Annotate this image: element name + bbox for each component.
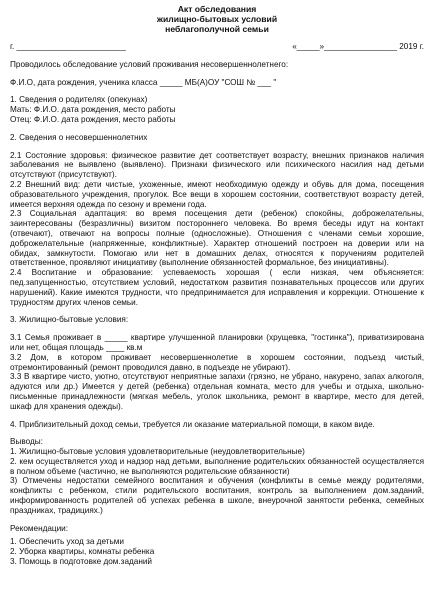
recommendation-item: 1. Обеспечить уход за детьми xyxy=(10,537,124,547)
section3-heading: 3. Жилищно-бытовые условия: xyxy=(10,315,129,325)
date-field: «_____»________________ 2019 г. xyxy=(292,42,424,51)
apartment-condition-paragraph: 3.3 В квартире чисто, уютно, отсутствуют неприятные запахи (грязно, не убрано, накурено, запах алкоголя, адуются или др.) Имеется у детей (ребенка) отдельная комната, место для учебы и отдыха, школьно-письменные принадлежности (мягкая мебель, уголок школьника, ремонт в квартире, место для детей, шкаф для хранения одежды). xyxy=(10,372,424,411)
father-info: Отец: Ф.И.О. дата рождения, место работы xyxy=(10,114,176,124)
conclusion-item: 1. Жилищно-бытовые условия удовлетворительные (неудовлетворительные) xyxy=(10,447,305,457)
section1-heading: 1. Сведения о родителях (опекунах) xyxy=(10,95,148,105)
apartment-paragraph: 3.1 Семья проживает в _____ квартире улучшенной планировки (хрущевка, "гостинка"), приватизирована или нет, общая площадь ____ кв.м xyxy=(10,333,424,352)
intro-line2: Ф.И.О, дата рождения, ученика класса _____ МБ(А)ОУ "СОШ № ___ " xyxy=(10,77,277,87)
place-date-row xyxy=(10,42,424,52)
recommendations-heading: Рекомендации: xyxy=(10,523,69,533)
building-paragraph: 3.2 Дом, в котором проживает несовершеннолетие в хорошем состоянии, подъезд чистый, отремонтированный (ремонт проводился давно, в подъезде не убирают). xyxy=(10,352,424,372)
conclusion-item: 2. кем осуществляется уход и надзор над детьми, выполнение родительских обязанностей осуществляется в полном объеме (частично, не выполняются родительские обязанности) xyxy=(10,456,424,476)
document-title-line2: жилищно-бытовых условий xyxy=(156,14,278,24)
place-field: г. ________________________ xyxy=(10,42,126,51)
recommendation-item: 3. Помощь в подготовке дом.заданий xyxy=(10,557,152,567)
recommendation-item: 2. Уборка квартиры, комнаты ребенка xyxy=(10,547,155,557)
section2-heading: 2. Сведения о несовершеннолетних xyxy=(10,132,148,142)
appearance-paragraph: 2.2 Внешний вид: дети чистые, ухоженные, имеют необходимую одежду и обувь для дома, посещения образовательного учреждения, прогулок. Все вещи в хорошем состоянии, соответствуют возрасту детей, имеется верхняя одежда по сезону и времени года. xyxy=(10,179,424,209)
mother-info: Мать: Ф.И.О. дата рождения, место работы xyxy=(10,105,176,115)
income-paragraph: 4. Приблизительный доход семьи, требуется ли оказание материальной помощи, в каком виде. xyxy=(10,419,375,429)
education-paragraph: 2.4 Воспитание и образование: успеваемость хорошая ( если низкая, чем объясняется: пед.запущенностью, отсутствием условий, недостатком развития познавательных процессов или других нарушений). Какие имеются трудности, что предпринимается для исправления и коррекции. Отношение к трудностям других членов семьи. xyxy=(10,268,424,307)
intro-line1: Проводилось обследование условий проживания несовершеннолетнего: xyxy=(10,59,289,69)
document-title-line1: Акт обследования xyxy=(177,4,257,14)
conclusion-item: 3) Отмечены недостатки семейного воспитания и обучения (конфликты в семье между родителями, конфликты с ребенком, стили родительского воспитания, контроль за выполнением дом.заданий, информированность родителей об успехах ребенка в школе, внеурочной занятости ребенка, семейных праздниках, традициях.) xyxy=(10,476,424,515)
health-paragraph: 2.1 Состояние здоровья: физическое развитие дет соответствует возрасту, внешних признаков наличия заболевания не выявлено (выявлено). Признаки физического или психического насилия над детьми отсутствуют (присутствуют). xyxy=(10,150,424,180)
social-adaptation-paragraph: 2.3 Социальная адаптация: во время посещения дети (ребенок) спокойны, доброжелательны, заинтересованы (безразличны) визитом постороннего человека. Во время беседы идут на контакт (отвечают), отвечают на вопросы полные (односложные). Отношения с членами семьи хорошие, доброжелательные (напряженные, конфликтные). Характер отношений построен на доверии или на обидах, замкнутости. Помогаю или нет в домашних делах, относятся к поручениям родителей ответственное, проявляют инициативу (выполнение обязанностей формальное, без инициативны). xyxy=(10,209,424,268)
document-title-line3: неблагополучной семьи xyxy=(165,24,269,34)
conclusions-heading: Выводы: xyxy=(10,437,43,447)
